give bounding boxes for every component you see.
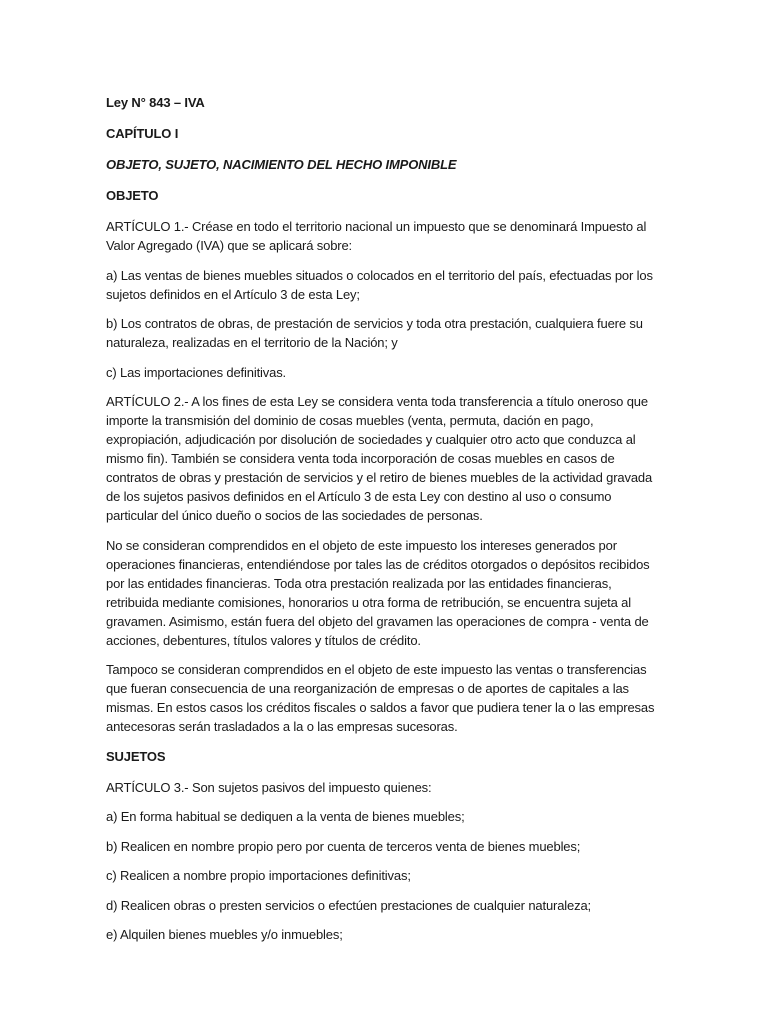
document-title: Ley N° 843 – IVA	[106, 95, 205, 110]
section-heading-sujetos: SUJETOS	[106, 748, 166, 764]
document-body	[106, 93, 662, 955]
article-3-item-c: c) Realicen a nombre propio importaciones definitivas;	[106, 868, 411, 883]
chapter-heading: CAPÍTULO I	[106, 126, 179, 141]
article-3: ARTÍCULO 3.- Son sujetos pasivos del impuesto quienes:	[106, 779, 432, 795]
article-3-item-d: d) Realicen obras o presten servicios o efectúen prestaciones de cualquier naturaleza;	[106, 897, 591, 913]
article-2-paragraph-3: Tampoco se consideran comprendidos en el objeto de este impuesto las ventas o transferencias que fueran consecuencia de una reorganización de empresas o de aportes de capitales a las mismas. En estos casos los créditos fiscales o saldos a favor que pudiera tener la o las empresas antecesoras serán trasladados a la o las empresas sucesoras.	[106, 662, 655, 734]
article-3-item-e: e) Alquilen bienes muebles y/o inmuebles;	[106, 927, 343, 942]
article-2: ARTÍCULO 2.- A los fines de esta Ley se considera venta toda transferencia a título oneroso que importe la transmisión del dominio de cosas muebles (venta, permuta, dación en pago, expropiación, adjudicación por disolución de sociedades y cualquier otro acto que conduzca al mismo fin). También se considera venta toda incorporación de cosas muebles en casos de contratos de obras y prestación de servicios y el retiro de bienes muebles de la actividad gravada de los sujetos pasivos definidos en el Artículo 3 de esta Ley con destino al uso o consumo particular del único dueño o socios de las sociedades de personas.	[106, 394, 653, 523]
article-1: ARTÍCULO 1.- Créase en todo el territorio nacional un impuesto que se denominará Impuesto al Valor Agregado (IVA) que se aplicará sobre:	[106, 219, 647, 253]
article-1-item-a: a) Las ventas de bienes muebles situados o colocados en el territorio del país, efectuadas por los sujetos definidos en el Artículo 3 de esta Ley;	[106, 267, 653, 302]
chapter-subtitle: OBJETO, SUJETO, NACIMIENTO DEL HECHO IMPONIBLE	[106, 157, 457, 172]
article-3-item-a: a) En forma habitual se dediquen a la venta de bienes muebles;	[106, 809, 465, 824]
article-2-paragraph-2: No se consideran comprendidos en el objeto de este impuesto los intereses generados por operaciones financieras, entendiéndose por tales las de créditos otorgados o depósitos recibidos por las entidades financieras. Toda otra prestación realizada por las entidades financieras, retribuida mediante comisiones, honorarios u otra forma de retribución, se encuentra sujeta al gravamen. Asimismo, están fuera del objeto del gravamen las operaciones de compra - venta de acciones, debentures, títulos valores y títulos de crédito.	[106, 537, 650, 648]
article-1-item-b: b) Los contratos de obras, de prestación de servicios y toda otra prestación, cualquiera fuere su naturaleza, realizadas en el territorio de la Nación; y	[106, 316, 643, 350]
article-3-item-b: b) Realicen en nombre propio pero por cuenta de terceros venta de bienes muebles;	[106, 838, 581, 854]
article-1-item-c: c) Las importaciones definitivas.	[106, 364, 287, 380]
section-heading-objeto: OBJETO	[106, 188, 159, 203]
